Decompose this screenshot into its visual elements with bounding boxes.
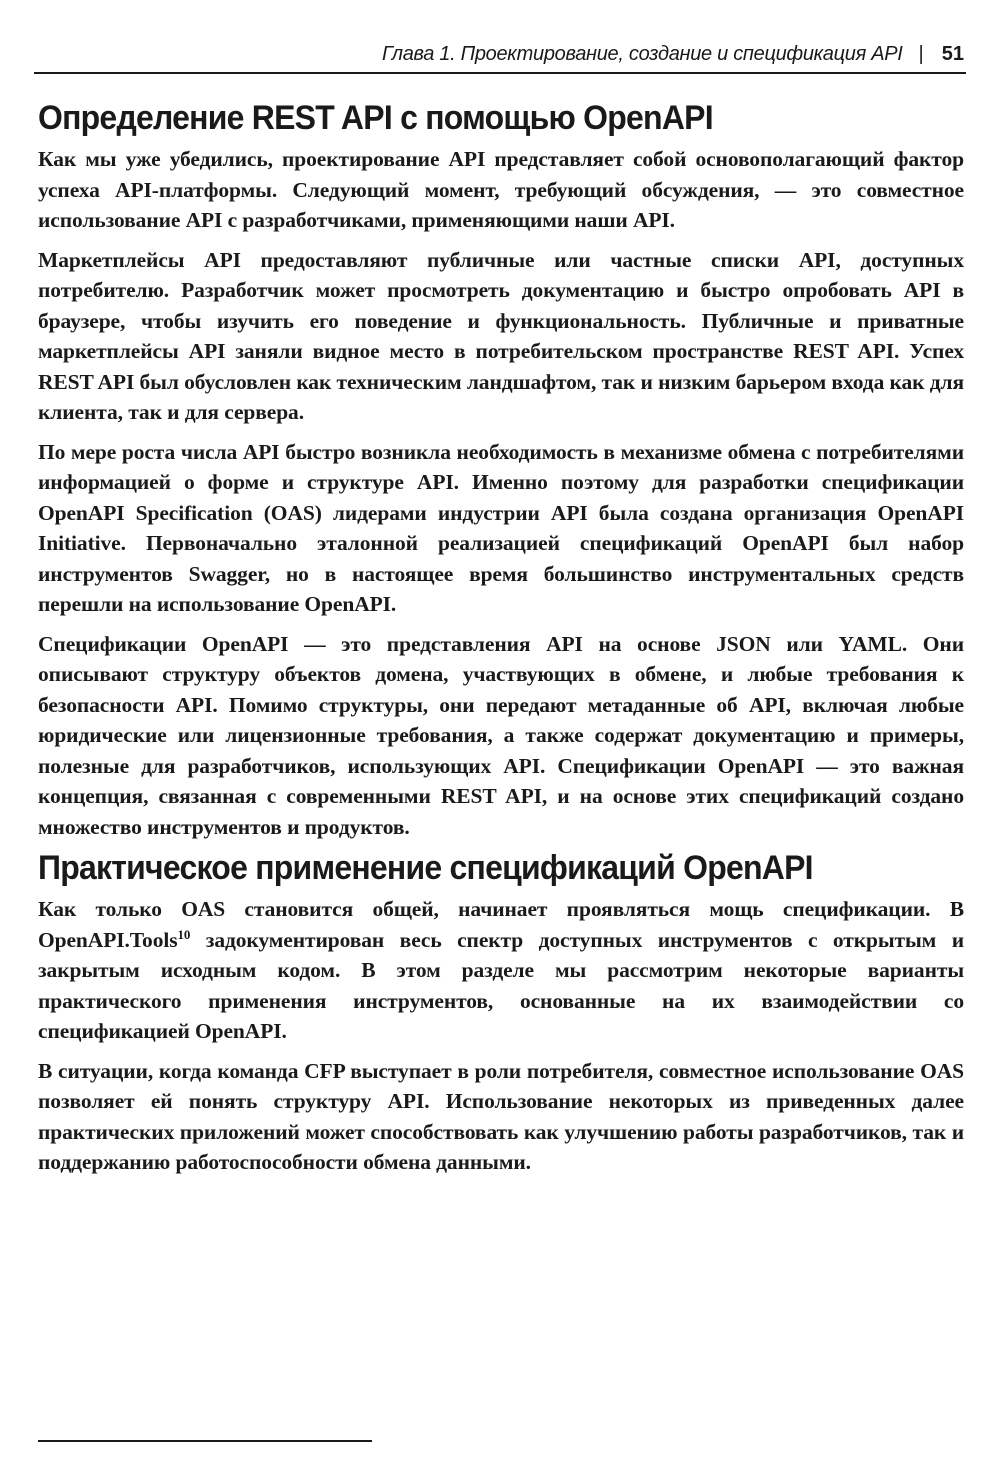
chapter-title: Глава 1. Проектирование, создание и спецификация API (382, 42, 903, 65)
paragraph: Как мы уже убедились, проектирование API представляет собой основополагающий фактор успеха API-платформы. Следующий момент, требующий обсуждения, — это совместное использование API с разработчиками, применяющими наши API. (38, 147, 964, 232)
header-separator: | (918, 42, 924, 65)
footnote-separator (38, 1440, 372, 1442)
paragraph-text: задокументирован весь спектр доступных инструментов с открытым и закрытым исходным кодом. В этом разделе мы рассмотрим некоторые варианты практического применения инструментов, основанные на их взаимодействии со спецификацией OpenAPI. (38, 927, 964, 1043)
paragraph-text: Как только OAS становится общей, начинает проявляться мощь спецификации. В OpenAPI.Tools (38, 897, 964, 952)
paragraph: Маркетплейсы API предоставляют публичные или частные списки API, доступных потребителю. Разработчик может просмотреть документацию и быстро опробовать API в браузере, чтобы изучить его поведение и функциональность. Публичные и приватные маркетплейсы API заняли видное место в потребительском пространстве REST API. Успех REST API был обусловлен как техническим ландшафтом, так и низким барьером входа как для клиента, так и для сервера. (38, 247, 964, 424)
footnote-reference[interactable]: 10 (177, 926, 191, 942)
page-body (38, 92, 964, 1178)
running-header (34, 36, 966, 74)
paragraph: Спецификации OpenAPI — это представления API на основе JSON или YAML. Они описывают структуру объектов домена, участвующих в обмене, и любые требования к безопасности API. Помимо структуры, они передают метаданные об API, включая любые юридические или лицензионные требования, а также содержат документацию и примеры, полезные для разработчиков, использующих API. Спецификации OpenAPI — это важная концепция, связанная с современными REST API, и на основе этих спецификаций создано множество инструментов и продуктов. (38, 631, 964, 839)
paragraph (38, 894, 964, 1047)
paragraph: По мере роста числа API быстро возникла необходимость в механизме обмена с потребителями информацией о форме и структуре API. Именно поэтому для разработки спецификации OpenAPI Specification (OAS) лидерами индустрии API была создана организация OpenAPI Initiative. Первоначально эталонной реализацией спецификаций OpenAPI был набор инструментов Swagger, но в настоящее время большинство инструментальных средств перешли на использование OpenAPI. (38, 439, 964, 616)
section-heading-openapi-usage: Практическое применение спецификаций OpenAPI (38, 849, 813, 887)
page-number: 51 (941, 42, 964, 65)
section-heading-rest-api: Определение REST API с помощью OpenAPI (38, 99, 713, 137)
paragraph: В ситуации, когда команда CFP выступает в роли потребителя, совместное использование OAS позволяет ей понять структуру API. Использование некоторых из приведенных далее практических приложений может способствовать как улучшению работы разработчиков, так и поддержанию работоспособности обмена данными. (38, 1058, 964, 1174)
